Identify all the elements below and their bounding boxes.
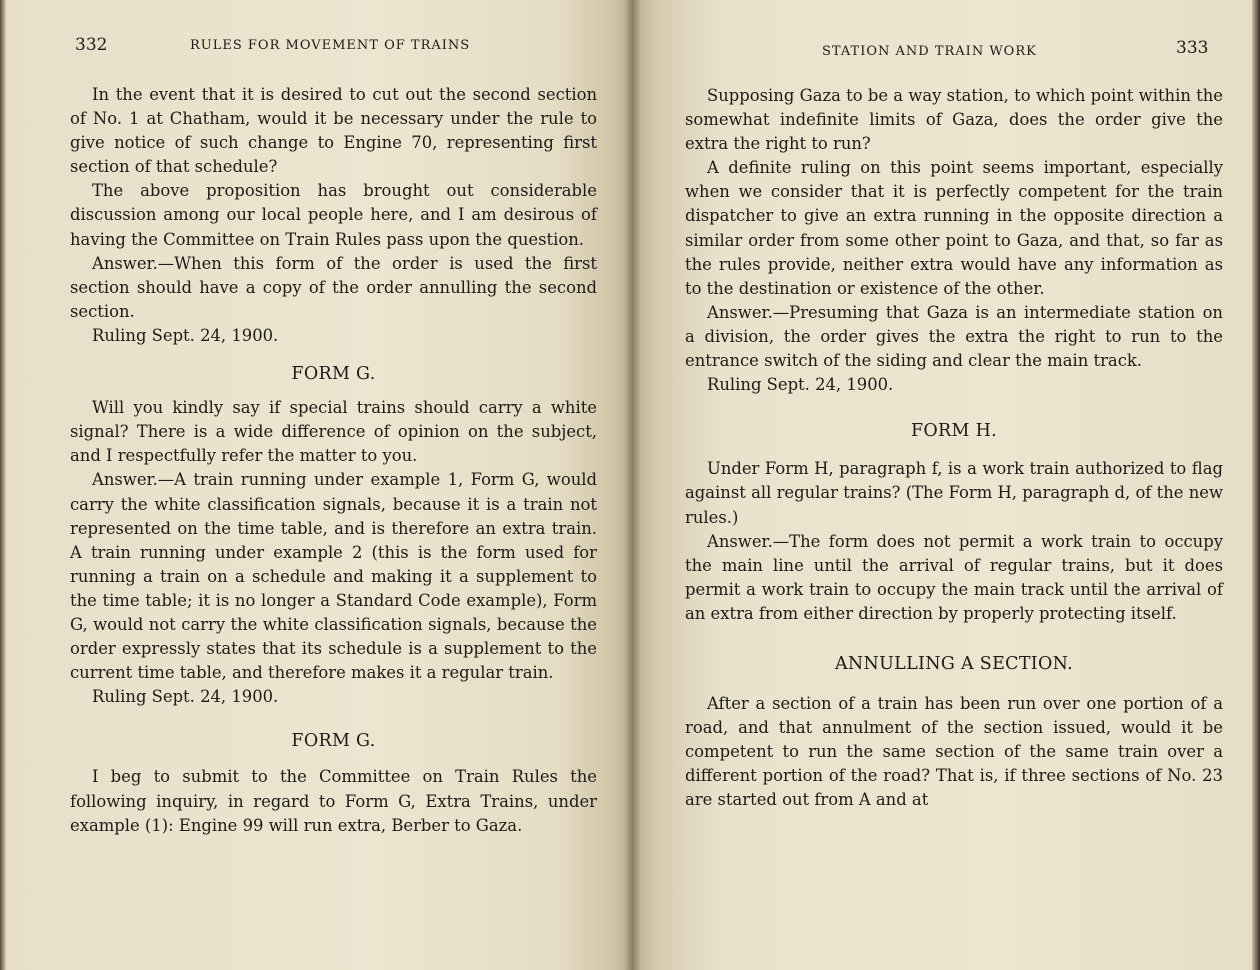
paragraph: In the event that it is desired to cut out the second section of No. 1 at Chatham, would it be necessary under the rule to give notice of such change to Engine 70, representing first section of that schedule? [70, 85, 597, 177]
running-head: STATION AND TRAIN WORK [822, 44, 1037, 59]
paragraph: Answer.—When this form of the order is used the first section should have a copy of the order annulling the second section. [70, 253, 597, 321]
paragraph: Under Form H, paragraph f, is a work train authorized to flag against all regular trains? (The Form H, paragraph d, of the new rules.) [685, 459, 1223, 527]
page-text [685, 84, 1223, 813]
right-page-edge [1252, 0, 1260, 970]
left-page-edge [0, 0, 6, 970]
ruling-date: Ruling Sept. 24, 1900. [707, 375, 894, 395]
paragraph: I beg to submit to the Committee on Train Rules the following inquiry, in regard to Form G, Extra Trains, under example (1): Engine 99 will run extra, Berber to Gaza. [70, 767, 597, 835]
book-gutter [625, 0, 641, 970]
paragraph: A definite ruling on this point seems important, especially when we consider that it is perfectly competent for the train dispatcher to give an extra running in the opposite direction a similar order from some other point to Gaza, and that, so far as the rules provide, neither extra would have any information as to the destination or existence of the other. [685, 158, 1223, 298]
paragraph: Answer.—The form does not permit a work train to occupy the main line until the arrival of regular trains, but it does permit a work train to occupy the main track until the arrival of an extra from either direction by properly protecting itself. [685, 531, 1223, 623]
paragraph: Answer.—Presuming that Gaza is an intermediate station on a division, the order gives the extra the right to run to the entrance switch of the siding and clear the main track. [685, 302, 1223, 371]
paragraph: After a section of a train has been run over one portion of a road, and that annulment of the section issued, would it be competent to run the same section of the same train over a different portion of the road? That is, if three sections of No. 23 are started out from A and at [685, 694, 1223, 810]
page-number: 333 [1176, 38, 1209, 58]
section-heading: FORM G. [291, 731, 376, 752]
section-heading: FORM H. [910, 421, 998, 442]
section-heading: ANNULLING A SECTION. [834, 653, 1074, 674]
ruling-date: Ruling Sept. 24, 1900. [92, 325, 279, 345]
ruling-date: Ruling Sept. 24, 1900. [92, 687, 279, 707]
page-text [70, 83, 597, 838]
running-head: RULES FOR MOVEMENT OF TRAINS [190, 38, 471, 53]
paragraph: Will you kindly say if special trains should carry a white signal? There is a wide difference of opinion on the subject, and I respectfully refer the matter to you. [70, 398, 597, 466]
page-number: 332 [75, 35, 108, 55]
paragraph: Supposing Gaza to be a way station, to which point within the somewhat indefinite limits of Gaza, does the order give the extra the right to run? [685, 86, 1223, 154]
right-page [633, 0, 1260, 970]
paragraph: Answer.—A train running under example 1, Form G, would carry the white classification signals, because it is a train not represented on the time table, and is therefore an extra train. A train running under example 2 (this is the form used for running a train on a schedule and making it a supplement to the time table; it is no longer a Standard Code example), Form G, would not carry the white classification signals, because the order expressly states that its schedule is a supplement to the current time table, and therefore makes it a regular train. [70, 470, 597, 683]
section-heading: FORM G. [291, 364, 376, 385]
paragraph: The above proposition has brought out considerable discussion among our local people here, and I am desirous of having the Committee on Train Rules pass upon the question. [70, 181, 597, 249]
